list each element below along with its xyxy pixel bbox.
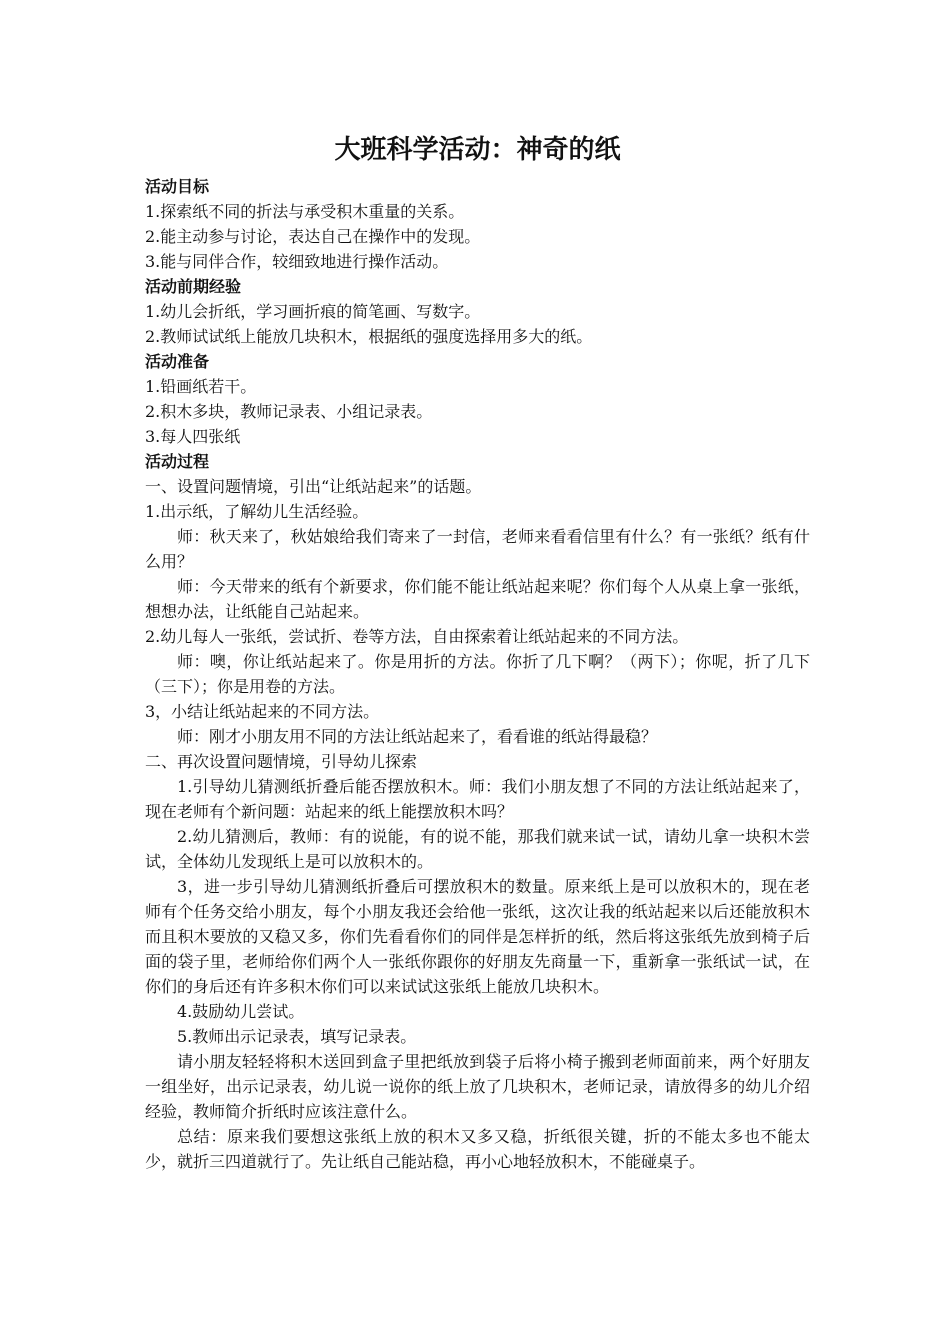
process-paragraph: 师：刚才小朋友用不同的方法让纸站起来了，看看谁的纸站得最稳？ xyxy=(177,727,658,746)
preparation-item: 1.铅画纸若干。 xyxy=(145,377,257,396)
goal-item: 3.能与同伴合作，较细致地进行操作活动。 xyxy=(145,252,449,271)
process-paragraph: 1.引导幼儿猜测纸折叠后能否摆放积木。师：我们小朋友想了不同的方法让纸站起来了，现在老师有个新问题：站起来的纸上能摆放积木吗？ xyxy=(145,777,810,821)
process-paragraph: 4.鼓励幼儿尝试。 xyxy=(177,1002,305,1021)
goal-item: 1.探索纸不同的折法与承受积木重量的关系。 xyxy=(145,202,465,221)
process-paragraph: 师：噢，你让纸站起来了。你是用折的方法。你折了几下啊？（两下）；你呢，折了几下（三下）；你是用卷的方法。 xyxy=(145,652,810,696)
process-paragraph: 2.幼儿每人一张纸，尝试折、卷等方法，自由探索着让纸站起来的不同方法。 xyxy=(145,627,689,646)
preparation-item: 2.积木多块，教师记录表、小组记录表。 xyxy=(145,402,433,421)
experience-item: 2.教师试试纸上能放几块积木，根据纸的强度选择用多大的纸。 xyxy=(145,327,593,346)
goal-item: 2.能主动参与讨论，表达自己在操作中的发现。 xyxy=(145,227,481,246)
experience-item: 1.幼儿会折纸，学习画折痕的简笔画、写数字。 xyxy=(145,302,481,321)
process-paragraph: 师：今天带来的纸有个新要求，你们能不能让纸站起来呢？你们每个人从桌上拿一张纸，想想办法，让纸能自己站起来。 xyxy=(145,577,810,621)
preparation-item: 3.每人四张纸 xyxy=(145,427,241,446)
process-paragraph: 师：秋天来了，秋姑娘给我们寄来了一封信，老师来看看信里有什么？有一张纸？纸有什么用？ xyxy=(145,527,810,571)
process-paragraph: 3，进一步引导幼儿猜测纸折叠后可摆放积木的数量。原来纸上是可以放积木的，现在老师有个任务交给小朋友，每个小朋友我还会给他一张纸，这次让我的纸站起来以后还能放积木而且积木要放的又稳又多，你们先看看你们的同伴是怎样折的纸，然后将这张纸先放到椅子后面的袋子里，老师给你们两个人一张纸你跟你的好朋友先商量一下，重新拿一张纸试一试，在你们的身后还有许多积木你们可以来试试这张纸上能放几块积木。 xyxy=(145,877,810,996)
process-paragraph: 总结：原来我们要想这张纸上放的积木又多又稳，折纸很关键，折的不能太多也不能太少，就折三四道就行了。先让纸自己能站稳，再小心地轻放积木，不能碰桌子。 xyxy=(145,1127,810,1171)
section-heading-experience: 活动前期经验 xyxy=(145,277,242,296)
section-heading-process: 活动过程 xyxy=(145,452,210,471)
document-page xyxy=(145,130,810,1174)
process-paragraph: 二、再次设置问题情境，引导幼儿探索 xyxy=(145,752,418,771)
process-paragraph: 请小朋友轻轻将积木送回到盒子里把纸放到袋子后将小椅子搬到老师面前来，两个好朋友一组坐好，出示记录表，幼儿说一说你的纸上放了几块积木，老师记录，请放得多的幼儿介绍经验，教师简介折纸时应该注意什么。 xyxy=(145,1052,810,1121)
process-paragraph: 2.幼儿猜测后，教师：有的说能，有的说不能，那我们就来试一试，请幼儿拿一块积木尝试，全体幼儿发现纸上是可以放积木的。 xyxy=(145,827,810,871)
process-paragraph: 5.教师出示记录表，填写记录表。 xyxy=(177,1027,417,1046)
process-paragraph: 3，小结让纸站起来的不同方法。 xyxy=(145,702,380,721)
page-title: 大班科学活动：神奇的纸 xyxy=(334,135,621,165)
process-paragraph: 一、设置问题情境，引出“让纸站起来”的话题。 xyxy=(145,477,482,496)
section-heading-goals: 活动目标 xyxy=(145,177,210,196)
section-heading-preparation: 活动准备 xyxy=(145,352,210,371)
process-paragraph: 1.出示纸，了解幼儿生活经验。 xyxy=(145,502,369,521)
